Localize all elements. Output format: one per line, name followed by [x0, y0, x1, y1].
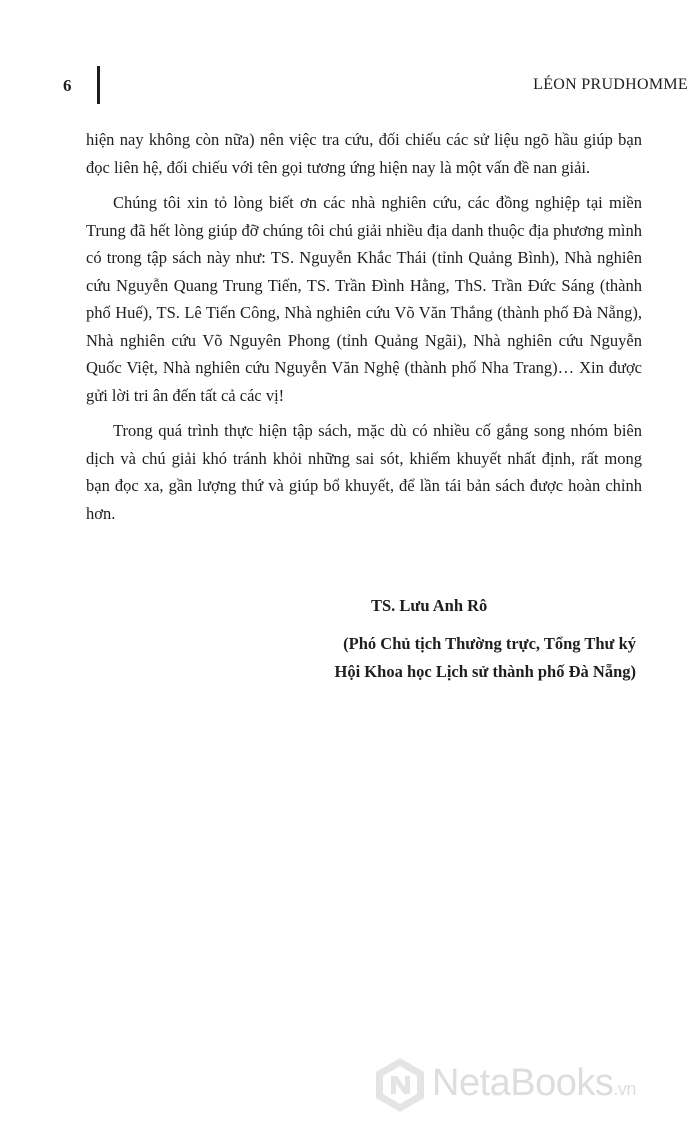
signature-title-line-1: (Phó Chủ tịch Thường trực, Tổng Thư ký [343, 634, 636, 653]
netabooks-logo-icon [372, 1056, 428, 1112]
paragraph-closing: Trong quá trình thực hiện tập sách, mặc dù có nhiều cố gắng song nhóm biên dịch và chú giải khó tránh khỏi những sai sót, khiếm khuyết nhất định, rất mong bạn đọc xa, gần lượng thứ và giúp bổ khuyết, để lần tái bản sách được hoàn chỉnh hơn. [86, 421, 642, 523]
paragraph-continued: hiện nay không còn nữa) nên việc tra cứu, đối chiếu các sử liệu ngõ hầu giúp bạn đọc liên hệ, đối chiếu với tên gọi tương ứng hiện nay là một vấn đề nan giải. [86, 130, 642, 177]
watermark-suffix: .vn [613, 1079, 636, 1099]
page-number: 6 [63, 76, 72, 95]
signature-block [86, 592, 642, 686]
watermark-brand: NetaBooks [432, 1062, 614, 1104]
watermark [372, 1056, 692, 1116]
watermark-text [432, 1062, 636, 1105]
paragraph-acknowledgements: Chúng tôi xin tỏ lòng biết ơn các nhà nghiên cứu, các đồng nghiệp tại miền Trung đã hết lòng giúp đỡ chúng tôi chú giải nhiều địa danh thuộc địa phương mình có trong tập sách này như: TS. Nguyễn Khắc Thái (tỉnh Quảng Bình), Nhà nghiên cứu Nguyễn Quang Trung Tiến, TS. Trần Đình Hằng, ThS. Trần Đức Sáng (thành phố Huế), TS. Lê Tiến Công, Nhà nghiên cứu Võ Văn Thắng (thành phố Đà Nẵng), Nhà nghiên cứu Võ Nguyên Phong (tỉnh Quảng Ngãi), Nhà nghiên cứu Nguyễn Quốc Việt, Nhà nghiên cứu Nguyễn Văn Nghệ (thành phố Nha Trang)… Xin được gửi lời tri ân đến tất cả các vị! [86, 193, 642, 405]
signature-name: TS. Lưu Anh Rô [371, 596, 488, 615]
page-header [0, 0, 700, 110]
body-text [86, 126, 642, 535]
header-divider [97, 66, 100, 104]
running-head: LÉON PRUDHOMME [533, 76, 688, 93]
signature-title-line-2: Hội Khoa học Lịch sử thành phố Đà Nẵng) [334, 662, 636, 681]
